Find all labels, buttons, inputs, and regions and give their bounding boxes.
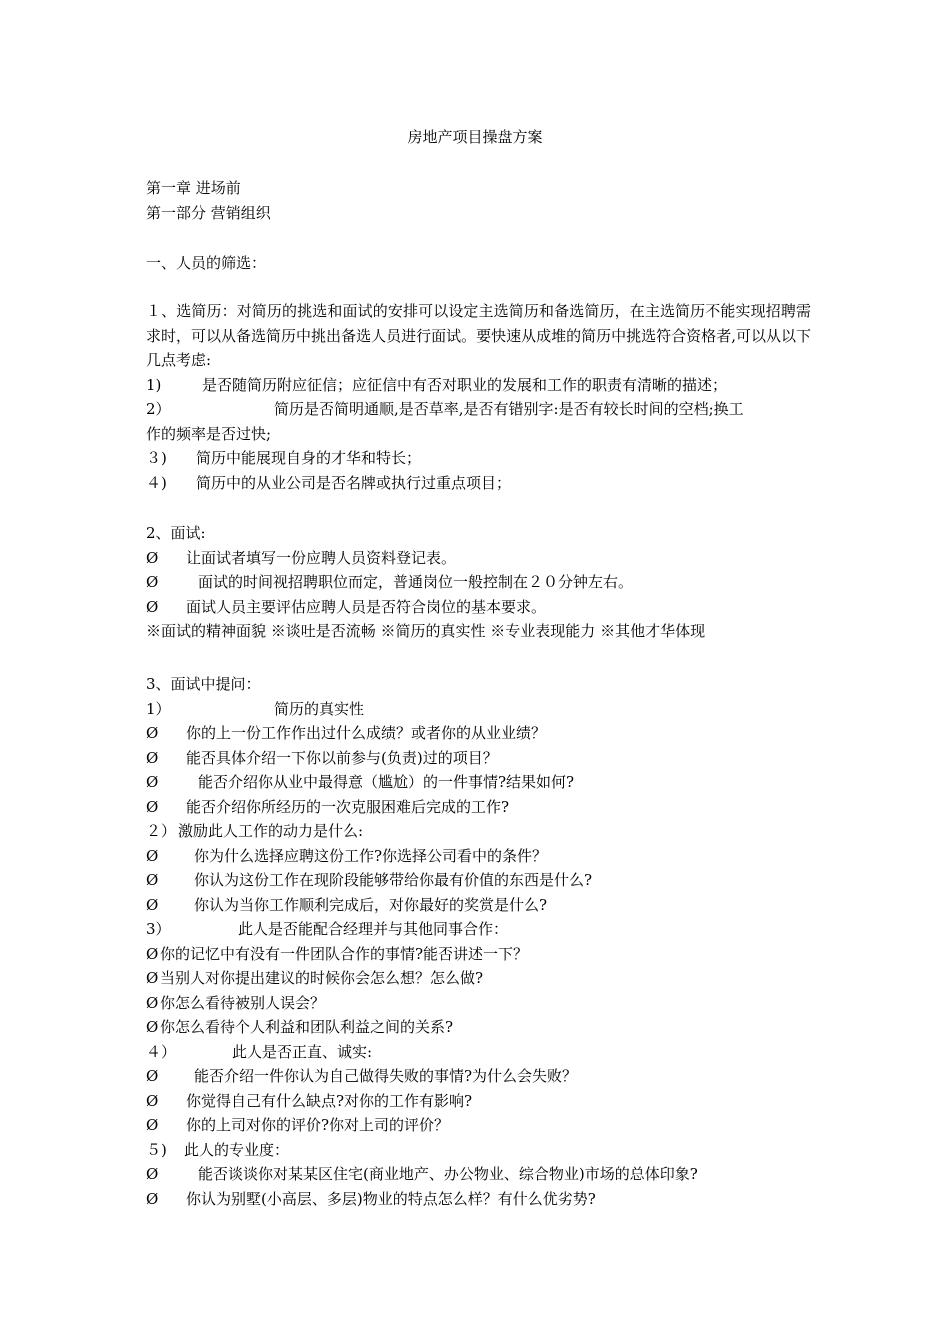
question-text: 你的上司对你的评价?你对上司的评价？	[186, 1116, 450, 1134]
question-group-heading	[146, 819, 810, 844]
questions-heading: 3、面试中提问：	[146, 675, 261, 693]
bullet-icon: Ø	[146, 969, 159, 987]
question-item	[146, 966, 810, 991]
interview-bullet	[146, 595, 810, 620]
question-text: 能否介绍你从业中最得意（尴尬）的一件事情?结果如何?	[198, 773, 575, 791]
question-item	[146, 991, 810, 1016]
section1-heading-block	[146, 251, 810, 276]
resume-item-1	[146, 373, 811, 398]
question-group-label: 简历的真实性	[274, 699, 365, 718]
bullet-icon: Ø	[146, 597, 159, 616]
interview-bullet	[146, 546, 810, 571]
question-item	[146, 1113, 810, 1138]
interview-bullet-text: 面试人员主要评估应聘人员是否符合岗位的基本要求。	[186, 597, 547, 616]
part-heading: 第一部分 营销组织	[146, 203, 271, 222]
resume-item-text: 简历是否简明通顺,是否草率,是否有错别字:是否有较长时间的空档;换工	[274, 400, 744, 418]
chapter-block	[146, 176, 810, 225]
questions-section	[146, 672, 810, 1211]
question-text: 你认为别墅(小高层、多层)物业的特点怎么样？有什么优劣势?	[186, 1189, 596, 1208]
bullet-icon: Ø	[146, 548, 159, 567]
interview-heading: 2、面试:	[146, 524, 206, 542]
interview-criteria: ※面试的精神面貌 ※谈吐是否流畅 ※简历的真实性 ※专业表现能力 ※其他才华体现	[146, 622, 706, 640]
chapter-heading: 第一章 进场前	[146, 179, 241, 197]
question-item	[146, 1089, 810, 1114]
resume-item-3	[146, 446, 811, 471]
bullet-icon: Ø	[146, 1189, 159, 1208]
resume-item-text: 是否随简历附应征信；应征信中有否对职业的发展和工作的职责有清晰的描述；	[202, 375, 728, 394]
resume-item-text: 简历中的从业公司是否名牌或执行过重点项目；	[196, 473, 512, 492]
resume-item-2	[146, 397, 811, 422]
question-text: 能否介绍你所经历的一次克服困难后完成的工作?	[186, 797, 510, 816]
question-group-marker: ２）	[146, 822, 177, 840]
question-group-label: 此人是否正直、诚实:	[232, 1042, 373, 1061]
resume-item-marker: 1)	[146, 375, 162, 394]
resume-item-4	[146, 471, 811, 496]
question-text: 你怎么看待被别人误会？	[160, 993, 326, 1012]
resume-intro: １、选简历：对简历的挑选和面试的安排可以设定主选简历和备选简历，在主选简历不能实现招聘需求时，可以从备选简历中挑出备选人员进行面试。要快速从成堆的简历中挑选符合资格者,可以从以下几点考虑:	[146, 302, 811, 369]
question-text: 你的上一份工作作出过什么成绩？或者你的从业业绩？	[186, 724, 547, 742]
document-title: 房地产项目操盘方案	[407, 128, 543, 146]
resume-item-text: 简历中能展现自身的才华和特长；	[196, 449, 422, 467]
question-text: 当别人对你提出建议的时候你会怎么想？怎么做?	[160, 969, 484, 987]
bullet-icon: Ø	[146, 871, 159, 889]
bullet-icon: Ø	[146, 748, 159, 767]
bullet-icon: Ø	[146, 724, 159, 742]
question-text: 你的记忆中有没有一件团队合作的事情?能否讲述一下？	[160, 944, 529, 963]
question-item	[146, 1162, 810, 1187]
question-item	[146, 893, 810, 918]
bullet-icon: Ø	[146, 1067, 159, 1085]
question-item	[146, 942, 810, 967]
bullet-icon: Ø	[146, 1165, 159, 1183]
question-group-label: 此人的专业度：	[184, 1140, 290, 1159]
question-text: 能否谈谈你对某某区住宅(商业地产、办公物业、综合物业)市场的总体印象?	[198, 1165, 698, 1183]
resume-item-marker: 2）	[146, 400, 171, 418]
question-text: 能否具体介绍一下你以前参与(负责)过的项目？	[186, 748, 498, 767]
question-group-label: 激励此人工作的动力是什么:	[178, 822, 364, 840]
resume-item-marker: ４)	[146, 473, 167, 492]
bullet-icon: Ø	[146, 846, 159, 865]
bullet-icon: Ø	[146, 773, 159, 791]
bullet-icon: Ø	[146, 993, 159, 1012]
question-item	[146, 868, 810, 893]
question-group-heading	[146, 697, 810, 722]
resume-item-marker: ３)	[146, 449, 167, 467]
question-text: 你为什么选择应聘这份工作?你选择公司看中的条件？	[194, 846, 548, 865]
question-item	[146, 795, 810, 820]
question-group-heading	[146, 917, 810, 942]
question-item	[146, 721, 810, 746]
question-group-marker: ５)	[146, 1140, 167, 1159]
question-item	[146, 844, 810, 869]
bullet-icon: Ø	[146, 797, 159, 816]
question-group-heading	[146, 1040, 810, 1065]
bullet-icon: Ø	[146, 1091, 159, 1110]
bullet-icon: Ø	[146, 895, 159, 914]
question-item	[146, 770, 810, 795]
interview-bullet-text: 让面试者填写一份应聘人员资料登记表。	[186, 548, 457, 567]
bullet-icon: Ø	[146, 1116, 159, 1134]
question-item	[146, 746, 810, 771]
question-group-marker: 3）	[146, 920, 171, 938]
interview-section	[146, 521, 810, 644]
question-group-label: 此人是否能配合经理并与其他同事合作：	[238, 920, 509, 938]
interview-bullet-text: 面试的时间视招聘职位而定，普通岗位一般控制在２０分钟左右。	[198, 573, 634, 591]
question-item	[146, 1064, 810, 1089]
question-text: 你认为这份工作在现阶段能够带给你最有价值的东西是什么?	[194, 871, 593, 889]
bullet-icon: Ø	[146, 1018, 159, 1036]
resume-item-2-cont	[146, 422, 811, 447]
question-text: 你怎么看待个人利益和团队利益之间的关系?	[160, 1018, 454, 1036]
interview-bullet	[146, 570, 810, 595]
question-text: 你认为当你工作顺利完成后，对你最好的奖赏是什么?	[194, 895, 548, 914]
bullet-icon: Ø	[146, 944, 159, 963]
question-group-heading	[146, 1138, 810, 1163]
resume-item-text: 作的频率是否过快;	[146, 424, 272, 443]
question-group-marker: 1）	[146, 699, 171, 718]
resume-section	[146, 299, 811, 495]
bullet-icon: Ø	[146, 573, 159, 591]
question-group-marker: ４）	[146, 1042, 177, 1061]
question-text: 能否介绍一件你认为自己做得失败的事情?为什么会失败？	[194, 1067, 578, 1085]
question-item	[146, 1187, 810, 1212]
section1-heading: 一、人员的筛选：	[146, 254, 267, 272]
question-item	[146, 1015, 810, 1040]
question-text: 你觉得自己有什么缺点?对你的工作有影响?	[186, 1091, 473, 1110]
